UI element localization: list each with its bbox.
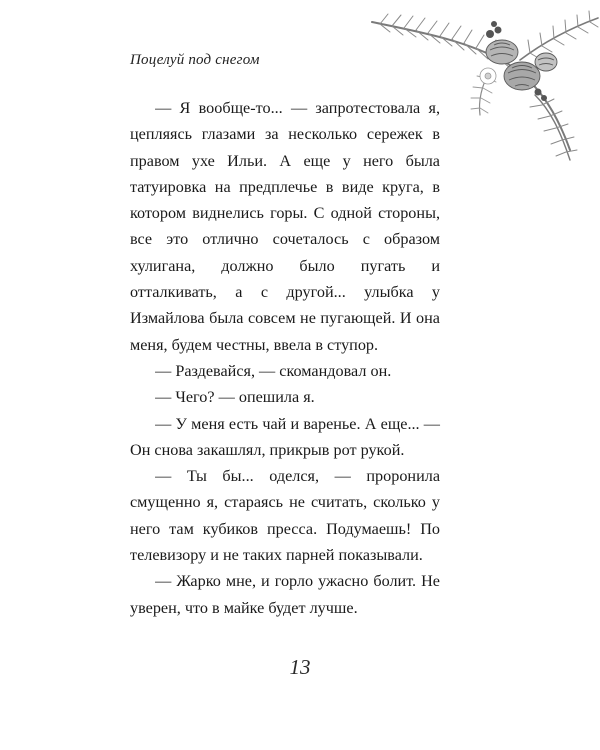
running-head: Поцелуй под снегом: [130, 52, 260, 68]
paragraph: — У меня есть чай и варенье. А еще... — Он снова закашлял, прикрыв рот рукой.: [130, 414, 440, 459]
paragraph: — Жарко мне, и горло ужасно болит. Не уверен, что в майке будет лучше.: [130, 572, 440, 617]
paragraph: — Ты бы... оделся, — проронила смущенно я, стараясь не считать, сколько у него там кубиков пресса. Подумаешь! По телевизору и не таких парней показывали.: [130, 467, 440, 565]
paragraph: — Я вообще-то... — запротестовала я, цепляясь глазами за несколько сережек в правом ухе Ильи. А еще у него была татуировка на предплечье в виде круга, в котором виднелись горы. С одной стороны, все это отлично сочеталось с образом хулигана, должно было пугать и отталкивать, а с другой... улыбка у Измайлова была совсем не пугающей. И она меня, будем честны, ввела в ступор.: [130, 99, 440, 354]
page-number: 13: [289, 655, 311, 679]
paragraph: — Чего? — опешила я.: [155, 388, 315, 407]
main-text: [130, 95, 440, 621]
paragraph: — Раздевайся, — скомандовал он.: [155, 361, 392, 380]
